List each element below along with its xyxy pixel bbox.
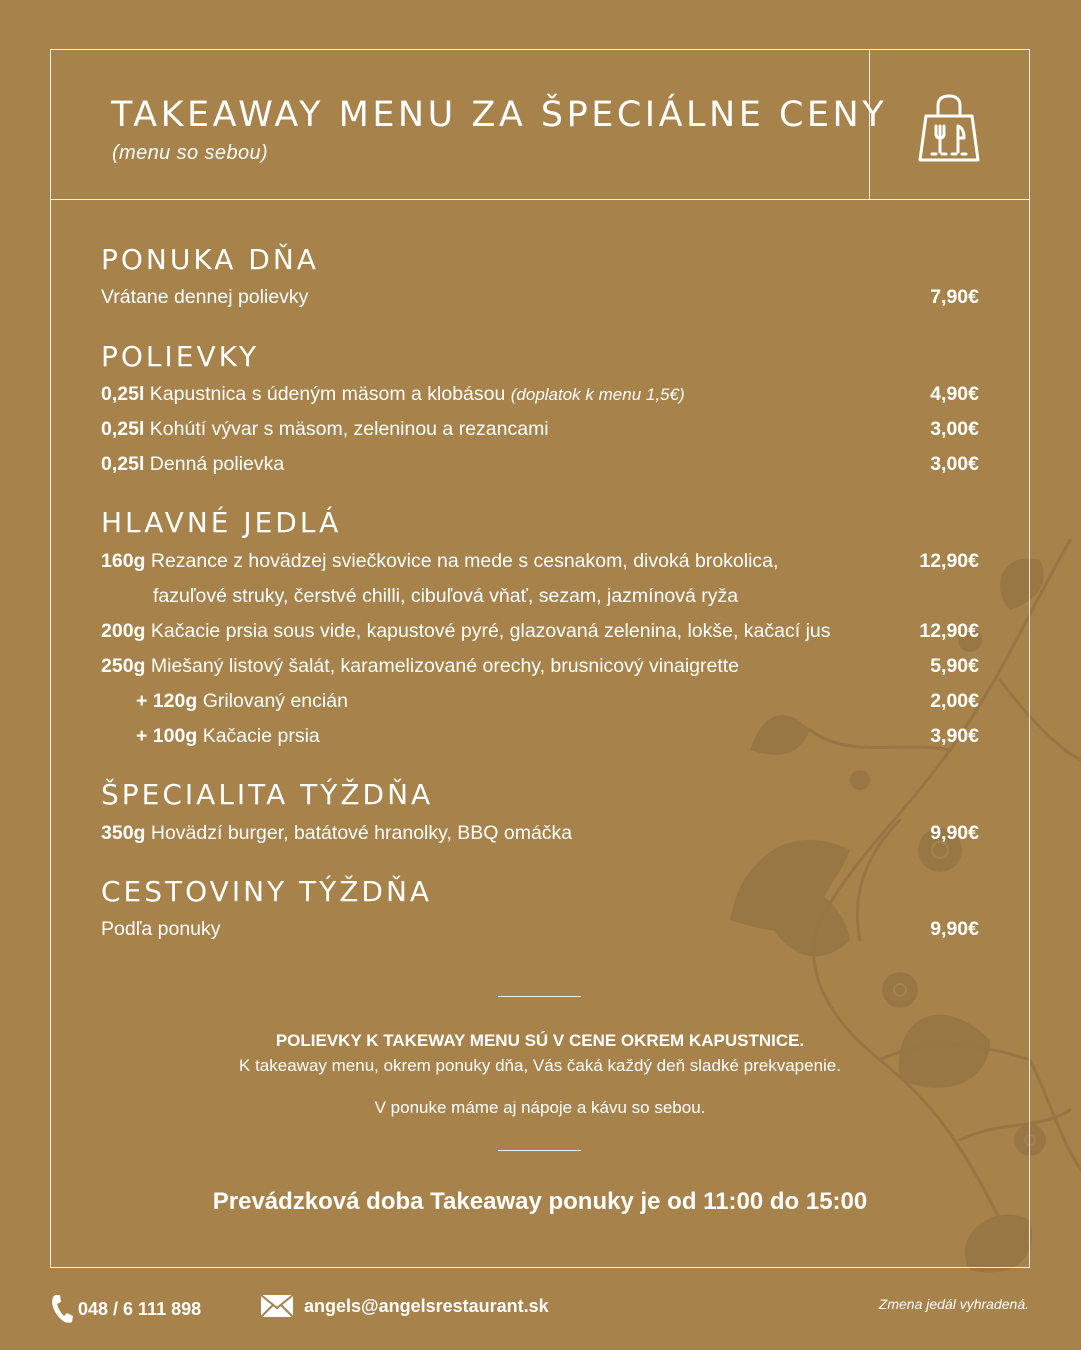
section-title-specialita: ŠPECIALITA TÝŽDŇA [101, 778, 434, 811]
item-weight: 0,25l [101, 383, 145, 405]
opening-hours: Prevádzková doba Takeaway ponuky je od 11:00 do 15:00 [212, 1188, 868, 1215]
info-soups-note: POLIEVKY K TAKEWAY MENU SÚ V CENE OKREM KAPUSTNICE. [275, 1031, 805, 1050]
item-weight: 200g [101, 620, 146, 642]
item-price: 4,90€ [930, 383, 979, 405]
footer-email[interactable] [260, 1294, 549, 1318]
item-price: 2,00€ [930, 690, 979, 712]
item-price: 9,90€ [930, 822, 979, 844]
item-weight: 0,25l [101, 453, 145, 475]
phone-number[interactable]: 048 / 6 111 898 [78, 1298, 202, 1319]
item-weight: 350g [101, 822, 146, 844]
info-dessert-note: K takeaway menu, okrem ponuky dňa, Vás čaká každý deň sladké prekvapenie. [239, 1056, 841, 1075]
item-weight: + 120g [136, 690, 198, 712]
menu-item [101, 547, 979, 575]
divider [498, 996, 581, 997]
item-description: Miešaný listový šalát, karamelizované orechy, brusnicový vinaigrette [150, 655, 740, 677]
item-description: Kačacie prsia sous vide, kapustové pyré, glazovaná zelenina, lokše, kačací jus [150, 620, 831, 642]
menu-item [101, 915, 979, 943]
email-address[interactable]: angels@angelsrestaurant.sk [304, 1295, 549, 1316]
item-price: 7,90€ [930, 286, 979, 308]
menu-item [101, 450, 979, 478]
phone-icon [50, 1294, 74, 1324]
section-title-ponuka: PONUKA DŇA [101, 243, 319, 276]
item-weight: 0,25l [101, 418, 145, 440]
page-subtitle: (menu so sebou) [112, 142, 269, 164]
item-description: Podľa ponuky [101, 918, 221, 940]
menu-item-addon [101, 722, 979, 750]
footer-phone[interactable] [50, 1294, 201, 1324]
section-title-polievky: POLIEVKY [101, 340, 260, 373]
section-title-hlavne: HLAVNÉ JEDLÁ [101, 506, 342, 539]
item-weight: 160g [101, 550, 146, 572]
item-description: Kačacie prsia [202, 725, 320, 747]
takeaway-bag-icon [918, 94, 980, 164]
item-description: Hovädzí burger, batátové hranolky, BBQ omáčka [150, 822, 573, 844]
footer-disclaimer: Zmena jedál vyhradená. [878, 1296, 1029, 1312]
menu-item [101, 415, 979, 443]
page-title: TAKEAWAY MENU ZA ŠPECIÁLNE CENY [111, 95, 888, 135]
item-description: Kapustnica s údeným mäsom a klobásou [149, 383, 506, 405]
item-description: Denná polievka [149, 453, 285, 475]
item-price: 12,90€ [919, 620, 979, 642]
item-price: 3,00€ [930, 418, 979, 440]
item-price: 12,90€ [919, 550, 979, 572]
info-drinks-note: V ponuke máme aj nápoje a kávu so sebou. [374, 1098, 706, 1117]
menu-item [101, 652, 979, 680]
header-divider [51, 199, 1029, 200]
item-description: Vrátane dennej polievky [101, 286, 309, 308]
item-description: Grilovaný encián [202, 690, 348, 712]
menu-item [101, 283, 979, 311]
item-description-continued: fazuľové struky, čerstvé chilli, cibuľová vňať, sezam, jazmínová ryža [153, 585, 739, 607]
item-note: (doplatok k menu 1,5€) [510, 385, 685, 404]
item-price: 3,90€ [930, 725, 979, 747]
section-title-cestoviny: CESTOVINY TÝŽDŇA [101, 875, 433, 908]
menu-item-addon [101, 687, 979, 715]
item-price: 5,90€ [930, 655, 979, 677]
item-weight: 250g [101, 655, 146, 677]
menu-item [101, 617, 979, 645]
menu-item-continuation [101, 582, 979, 610]
item-description: Rezance z hovädzej sviečkovice na mede s cesnakom, divoká brokolica, [150, 550, 779, 572]
divider [498, 1150, 581, 1151]
item-weight: + 100g [136, 725, 198, 747]
envelope-icon [260, 1294, 294, 1318]
item-price: 3,00€ [930, 453, 979, 475]
menu-item [101, 819, 979, 847]
item-description: Kohútí vývar s mäsom, zeleninou a rezancami [149, 418, 549, 440]
menu-item [101, 380, 979, 408]
item-price: 9,90€ [930, 918, 979, 940]
